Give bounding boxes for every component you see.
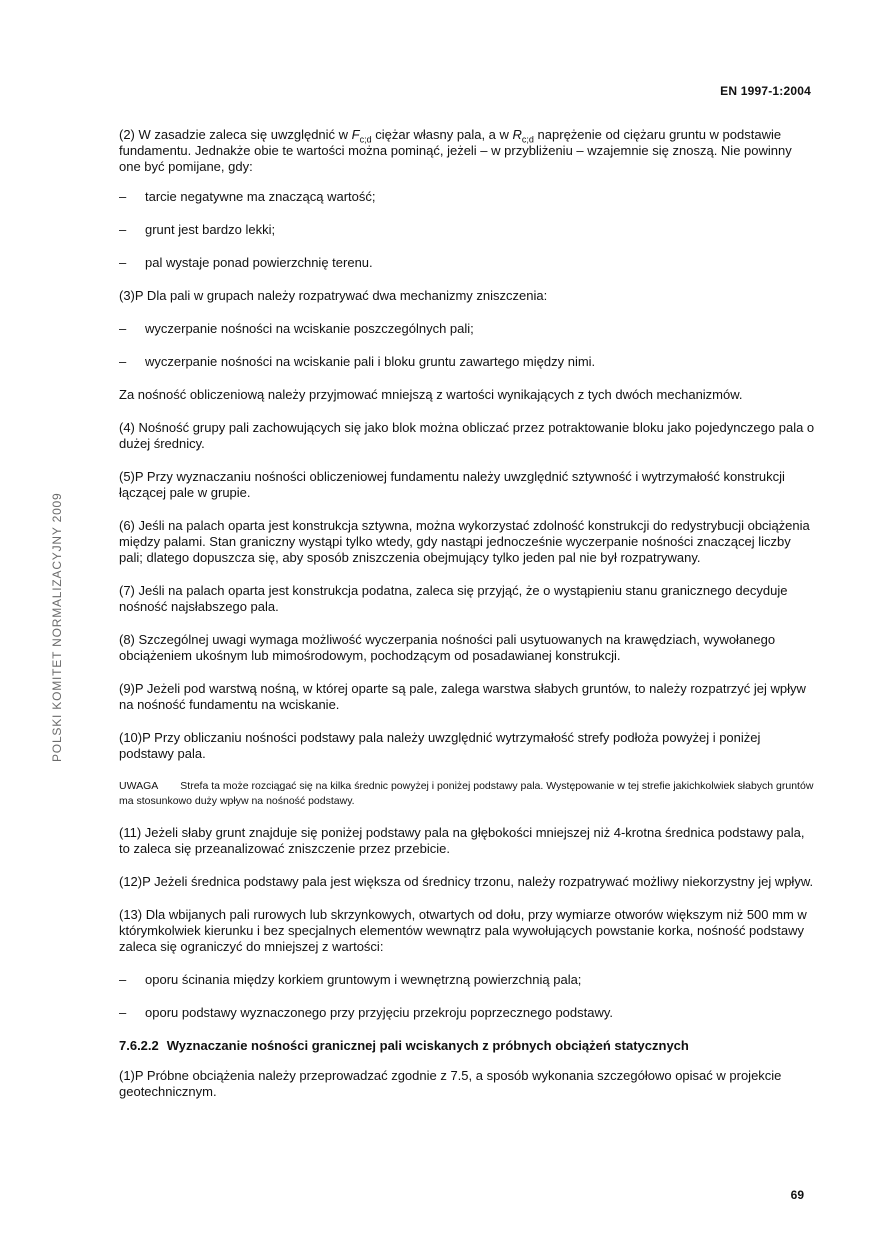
- paragraph-5: (5)P Przy wyznaczaniu nośności obliczeniowej fundamentu należy uwzględnić sztywność i wytrzymałość konstrukcji łączącej pale w grupie.: [119, 469, 785, 500]
- paragraph-3: (3)P Dla pali w grupach należy rozpatrywać dwa mechanizmy zniszczenia:: [119, 288, 548, 303]
- list-item: – oporu podstawy wyznaczonego przy przyjęciu przekroju poprzecznego podstawy.: [119, 1005, 614, 1020]
- list-item: – oporu ścinania między korkiem gruntowym i wewnętrzną powierzchnią pala;: [119, 972, 582, 987]
- paragraph-7: (7) Jeśli na palach oparta jest konstrukcja podatna, zaleca się przyjąć, że o wystąpieniu stanu granicznego decyduje nośność najsłabszego pala.: [119, 583, 788, 614]
- list-item: – pal wystaje ponad powierzchnię terenu.: [119, 255, 373, 270]
- paragraph-3-conclusion: Za nośność obliczeniową należy przyjmować mniejszą z wartości wynikających z tych dwóch mechanizmów.: [119, 387, 743, 402]
- paragraph-13: (13) Dla wbijanych pali rurowych lub skrzynkowych, otwartych od dołu, przy wymiarze otworów większym niż 500 mm w którymkolwiek kierunku i bez specjalnych elementów wewnątrz pala wywołujących powstanie korka, nośność podstawy zaleca się ograniczyć do mniejszej z wartości:: [119, 907, 807, 954]
- paragraph-6: (6) Jeśli na palach oparta jest konstrukcja sztywna, można wykorzystać zdolność konstrukcji do redystrybucji obciążenia między palami. Stan graniczny wystąpi tylko wtedy, gdy nastąpi jednocześnie wyczerpanie nośności znaczącej liczby pali; dlatego dopuszcza się, aby sposób zniszczenia obejmujący tylko jeden pal nie był rozpatrywany.: [119, 518, 810, 565]
- paragraph-2: (2) W zasadzie zaleca się uwzględnić w $F_{c;d}$ ciężar własny pala, a w $R_{c;d}$ naprężenie od ciężaru gruntu w podstawie fundamentu. Jednakże obie te wartości można pominąć, jeżeli – w przybliżeniu – wzajemnie się znoszą. Nie powinny one być pomijane, gdy:: [119, 127, 792, 174]
- section-heading: 7.6.2.2 Wyznaczanie nośności granicznej pali wciskanych z próbnych obciążeń statycznych: [119, 1038, 689, 1053]
- paragraph-10: (10)P Przy obliczaniu nośności podstawy pala należy uwzględnić wytrzymałość strefy podłoża powyżej i poniżej podstawy pala.: [119, 730, 761, 761]
- note: [119, 779, 815, 809]
- list-item: – tarcie negatywne ma znaczącą wartość;: [119, 189, 376, 204]
- list-item: – wyczerpanie nośności na wciskanie poszczególnych pali;: [119, 321, 474, 336]
- paragraph-11: (11) Jeżeli słaby grunt znajduje się poniżej podstawy pala na głębokości mniejszej niż 4-krotna średnica podstawy pala, to zaleca się przeanalizować zniszczenie przez przebicie.: [119, 825, 805, 856]
- section-paragraph-1: (1)P Próbne obciążenia należy przeprowadzać zgodnie z 7.5, a sposób wykonania szczegółowo opisać w projekcie geotechnicznym.: [119, 1068, 782, 1099]
- paragraph-9: (9)P Jeżeli pod warstwą nośną, w której oparte są pale, zalega warstwa słabych gruntów, to należy rozpatrzyć jej wpływ na nośność fundamentu na wciskanie.: [119, 681, 806, 712]
- list-item: – grunt jest bardzo lekki;: [119, 222, 276, 237]
- paragraph-8: (8) Szczególnej uwagi wymaga możliwość wyczerpania nośności pali usytuowanych na krawędziach, wywołanego obciążeniem ukośnym lub mimośrodowym, pochodzącym od posadawianej konstrukcji.: [119, 632, 776, 663]
- list-item: – wyczerpanie nośności na wciskanie pali i bloku gruntu zawartego między nimi.: [119, 354, 596, 369]
- paragraph-12: (12)P Jeżeli średnica podstawy pala jest większa od średnicy trzonu, należy rozpatrywać możliwy niekorzystny jej wpływ.: [119, 874, 814, 889]
- page-body: [119, 127, 815, 1117]
- note-label: UWAGA: [119, 780, 159, 792]
- document-reference: EN 1997-1:2004: [720, 84, 811, 98]
- side-watermark: POLSKI KOMITET NORMALIZACYJNY 2009: [50, 492, 64, 762]
- paragraph-4: (4) Nośność grupy pali zachowujących się jako blok można obliczać przez potraktowanie bloku jako pojedynczego pala o dużej średnicy.: [119, 420, 815, 451]
- note-text: Strefa ta może rozciągać się na kilka średnic powyżej i poniżej podstawy pala. Występowanie w tej strefie jakichkolwiek słabych gruntów ma stosunkowo duży wpływ na nośność podstawy.: [119, 780, 814, 807]
- page-number: 69: [790, 1188, 804, 1202]
